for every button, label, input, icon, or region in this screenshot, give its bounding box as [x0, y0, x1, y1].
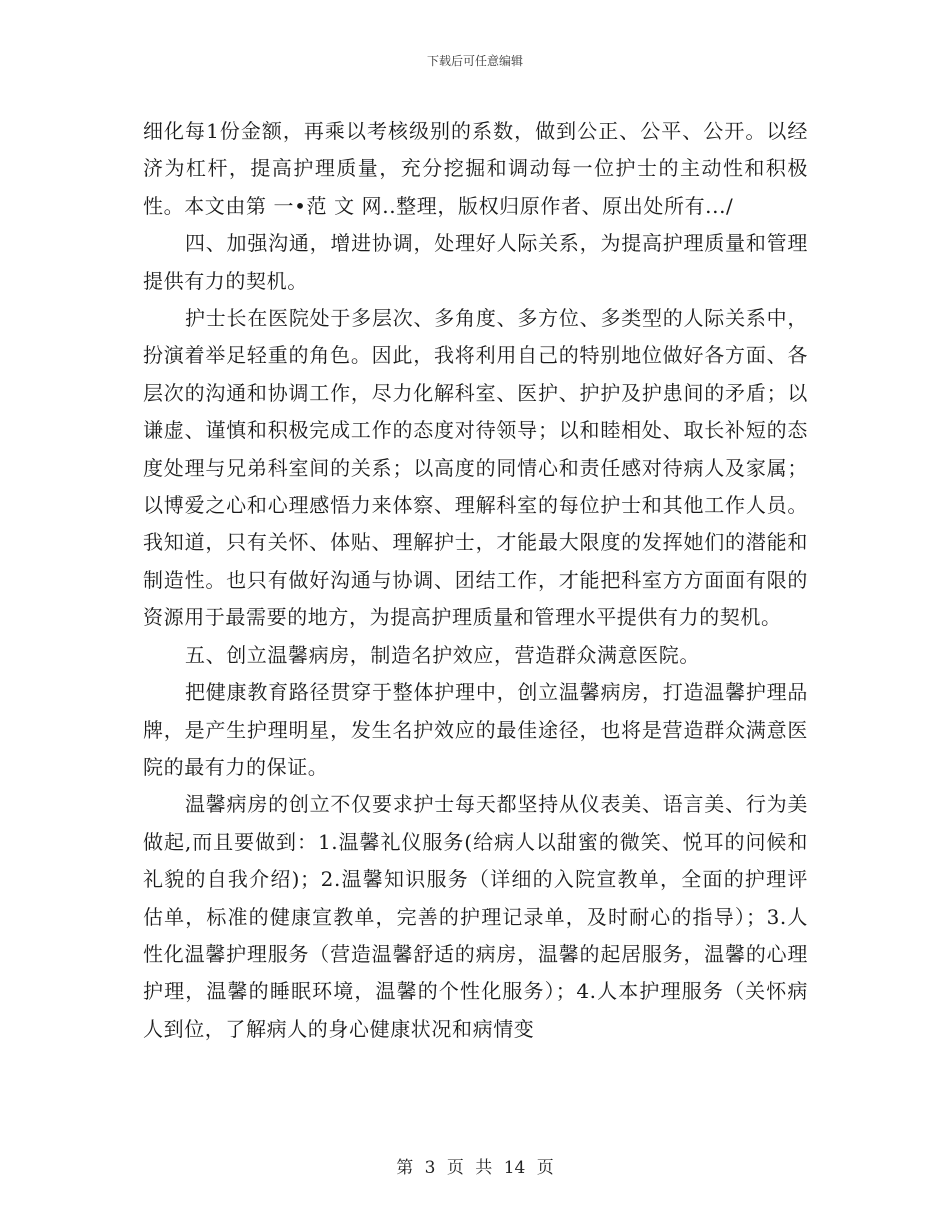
paragraph-5: 把健康教育路径贯穿于整体护理中，创立温馨病房，打造温馨护理品牌，是产生护理明星，发生名护效应的最佳途径，也将是营造群众满意医院的最有力的保证。 [143, 680, 808, 779]
paragraph-2: 四、加强沟通，增进协调，处理好人际关系，为提高护理质量和管理提供有力的契机。 [143, 231, 808, 293]
paragraph-3: 护士长在医院处于多层次、多角度、多方位、多类型的人际关系中，扮演着举足轻重的角色。因此，我将利用自己的特别地位做好各方面、各层次的沟通和协调工作，尽力化解科室、医护、护护及护患间的矛盾；以谦虚、谨慎和积极完成工作的态度对待领导；以和睦相处、取长补短的态度处理与兄弟科室间的关系；以高度的同情心和责任感对待病人及家属；以博爱之心和心理感悟力来体察、理解科室的每位护士和其他工作人员。我知道，只有关怀、体贴、理解护士，才能最大限度的发挥她们的潜能和制造性。也只有做好沟通与协调、团结工作，才能把科室方方面面有限的资源用于最需要的地方，为提高护理质量和管理水平提供有力的契机。 [143, 306, 808, 630]
paragraph-1: 细化每1份金额，再乘以考核级别的系数，做到公正、公平、公开。以经济为杠杆，提高护理质量，充分挖掘和调动每一位护士的主动性和积极性。本文由第 一•范 文 网..整理，版权归原作者、原出处所有.../ [143, 119, 808, 218]
page-header: 下载后可任意编辑 [426, 54, 523, 68]
paragraph-6: 温馨病房的创立不仅要求护士每天都坚持从仪表美、语言美、行为美做起,而且要做到：1.温馨礼仪服务(给病人以甜蜜的微笑、悦耳的问候和礼貌的自我介绍)；2.温馨知识服务（详细的入院宣教单，全面的护理评估单，标准的健康宣教单，完善的护理记录单，及时耐心的指导）；3.人性化温馨护理服务（营造温馨舒适的病房，温馨的起居服务，温馨的心理护理，温馨的睡眠环境，温馨的个性化服务）；4.人本护理服务（关怀病人到位，了解病人的身心健康状况和病情变 [143, 792, 808, 1041]
page-footer: 第 3 页 共 14 页 [396, 1158, 554, 1178]
document-body [143, 113, 808, 1048]
paragraph-4: 五、创立温馨病房，制造名护效应，营造群众满意医院。 [185, 642, 700, 667]
